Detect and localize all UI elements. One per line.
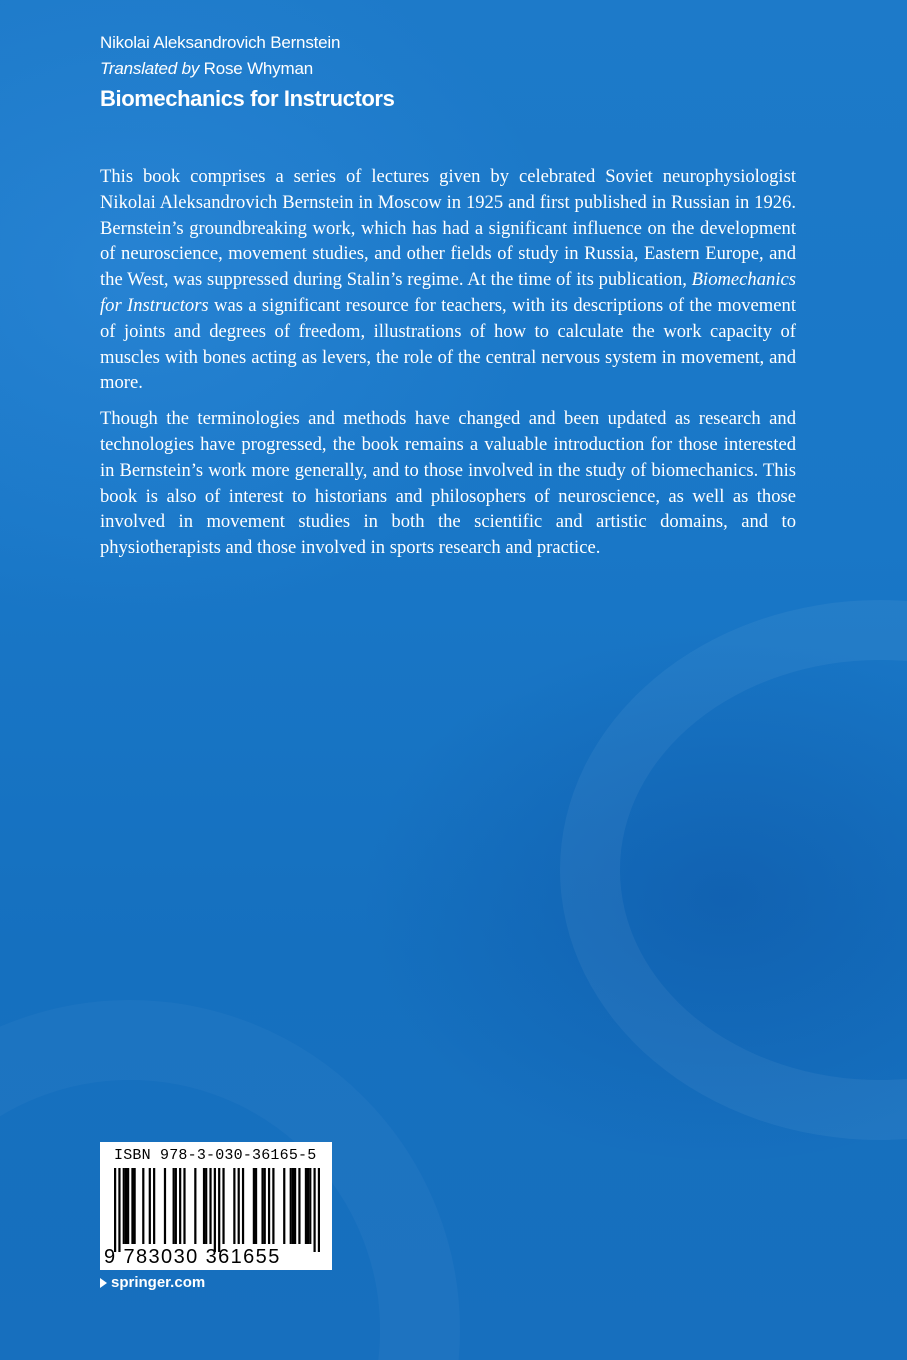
barcode-bar: [134, 1168, 136, 1244]
paragraph1-text-a: This book comprises a series of lectures given by celebrated Soviet neurophysiologist Nikolai Aleksandrovich Bernstein in Moscow in 1925 and first published in Russian in 1926. Bernstein’s groundbreaking work, which has had a significant influence on the development of neuroscience, movement studies, and other fields of study in Russia, Eastern Europe, and the West, was suppressed during Stalin’s regime. At the time of its publication,: [100, 166, 796, 291]
barcode-bar: [294, 1168, 296, 1244]
author-name: Nikolai Aleksandrovich Bernstein: [100, 33, 341, 52]
barcode-bar: [307, 1168, 309, 1244]
translated-by-label: Translated by: [100, 59, 200, 78]
cover-header: [100, 30, 394, 116]
barcode-digits: 9 783030 361655: [104, 1246, 281, 1268]
barcode-bar: [179, 1168, 181, 1244]
barcode-bars: [114, 1168, 320, 1252]
barcode-bar: [318, 1168, 320, 1252]
barcode-bar: [305, 1168, 307, 1244]
barcode-bar: [313, 1168, 315, 1252]
barcode-bar: [118, 1168, 120, 1252]
barcode-bar: [205, 1168, 207, 1244]
isbn-label: ISBN 978-3-030-36165-5: [114, 1147, 317, 1164]
barcode-bar: [203, 1168, 205, 1244]
barcode-bar: [261, 1168, 263, 1244]
barcode-bar: [268, 1168, 270, 1244]
triangle-right-icon: [100, 1278, 107, 1288]
barcode-bar: [142, 1168, 144, 1244]
barcode-bar: [214, 1168, 216, 1252]
book-description: [100, 164, 796, 571]
barcode-bar: [233, 1168, 235, 1244]
barcode-bar: [209, 1168, 211, 1244]
barcode-bar: [238, 1168, 240, 1244]
barcode-bar: [131, 1168, 133, 1244]
barcode-bar: [292, 1168, 294, 1244]
barcode-bar: [298, 1168, 300, 1244]
translator-name: Rose Whyman: [203, 59, 313, 78]
barcode-bar: [183, 1168, 185, 1244]
publisher-url: springer.com: [111, 1274, 206, 1291]
description-paragraph-1: [100, 164, 796, 396]
barcode-bar: [264, 1168, 266, 1244]
barcode-bar: [114, 1168, 116, 1252]
barcode-bar: [164, 1168, 166, 1244]
barcode-bar: [290, 1168, 292, 1244]
publisher-link[interactable]: [100, 1274, 205, 1291]
translator-line: [100, 56, 394, 82]
barcode-bar: [153, 1168, 155, 1244]
barcode-bar: [253, 1168, 255, 1244]
barcode-bar: [242, 1168, 244, 1244]
barcode-bar: [123, 1168, 125, 1244]
barcode-bar: [194, 1168, 196, 1244]
isbn-barcode: [100, 1142, 332, 1270]
barcode-bar: [127, 1168, 129, 1244]
barcode-bar: [272, 1168, 274, 1244]
barcode-bar: [173, 1168, 175, 1244]
barcode-bar: [149, 1168, 151, 1244]
barcode-bar: [125, 1168, 127, 1244]
barcode-bar: [218, 1168, 220, 1252]
paragraph1-text-b: was a significant resource for teachers, with its descriptions of the movement of joints and degrees of freedom, illustrations of how to calculate the work capacity of muscles with bones acting as levers, the role of the central nervous system in movement, and more.: [100, 294, 796, 394]
description-paragraph-2: Though the terminologies and methods have changed and been updated as research and technologies have progressed, the book remains a valuable introduction for those interested in Bernstein’s work more generally, and to those involved in the study of biomechanics. This book is also of interest to historians and philosophers of neuroscience, as well as those involved in movement studies in both the scientific and artistic domains, and to physiotherapists and those involved in sports research and practice.: [100, 408, 796, 559]
barcode-bar: [175, 1168, 177, 1244]
barcode-bar: [309, 1168, 311, 1244]
barcode-bar: [283, 1168, 285, 1244]
paragraph1-book-title: Biomechanics for Instructors: [100, 269, 796, 316]
barcode-bar: [222, 1168, 224, 1244]
barcode-bar: [255, 1168, 257, 1244]
background-swirl: [560, 600, 907, 1140]
book-title: Biomechanics for Instructors: [100, 86, 395, 111]
